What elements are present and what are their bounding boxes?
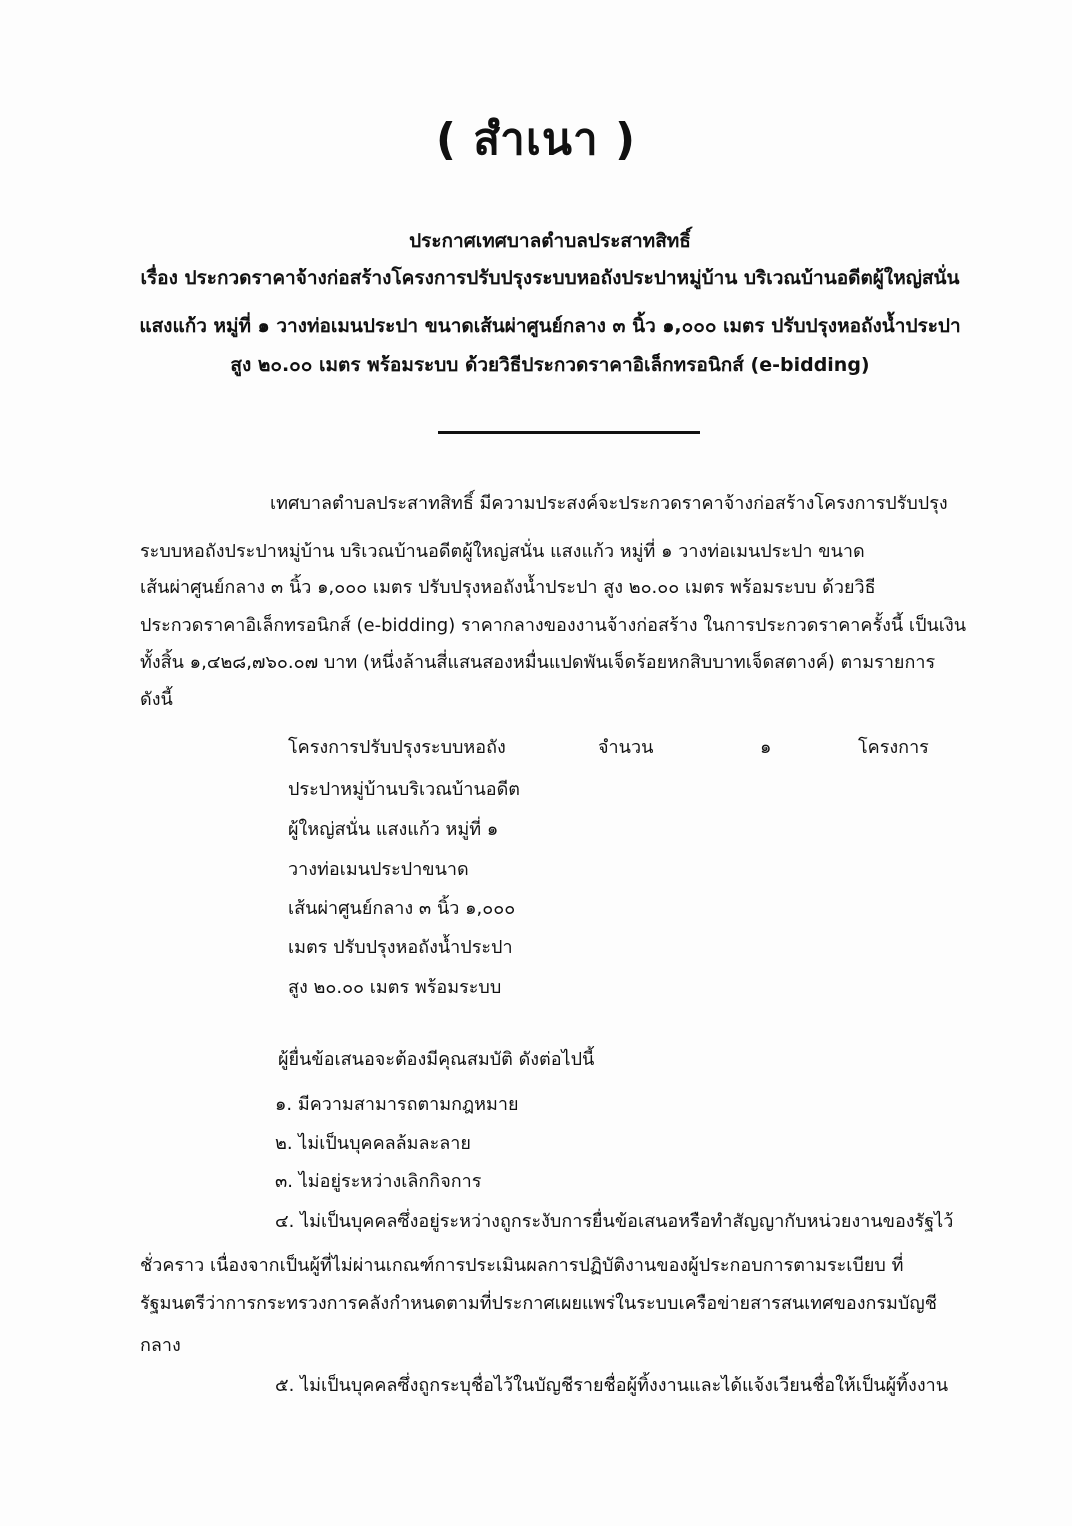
qualification-5-line: ๕. ไม่เป็นบุคคลซึ่งถูกระบุชื่อไว้ในบัญชีรายชื่อผู้ทิ้งงานและได้แจ้งเวียนชื่อให้เป็นผู้ทิ้งงาน <box>275 1375 949 1396</box>
copy-mark: ( สำเนา ) <box>435 114 637 165</box>
subject-line: แสงแก้ว หมู่ที่ ๑ วางท่อเมนประปา ขนาดเส้นผ่าศูนย์กลาง ๓ นิ้ว ๑,๐๐๐ เมตร ปรับปรุงหอถังน้ำประปา <box>139 315 961 337</box>
item-quantity-label: จำนวน <box>598 737 654 758</box>
item-name-line: สูง ๒๐.๐๐ เมตร พร้อมระบบ <box>288 977 502 998</box>
item-name-line: เมตร ปรับปรุงหอถังน้ำประปา <box>288 937 513 958</box>
qualification-4-line: ชั่วคราว เนื่องจากเป็นผู้ที่ไม่ผ่านเกณฑ์การประเมินผลการปฏิบัติงานของผู้ประกอบการตามระเบียบ ที่ <box>140 1255 904 1276</box>
qualification-4-line: ๔. ไม่เป็นบุคคลซึ่งอยู่ระหว่างถูกระงับการยื่นข้อเสนอหรือทำสัญญากับหน่วยงานของรัฐไว้ <box>275 1211 954 1232</box>
item-name-line: ผู้ใหญ่สนั่น แสงแก้ว หมู่ที่ ๑ <box>288 819 499 840</box>
item-name-line: เส้นผ่าศูนย์กลาง ๓ นิ้ว ๑,๐๐๐ <box>288 898 516 919</box>
qualification-item: ๒. ไม่เป็นบุคคลล้มละลาย <box>275 1133 471 1154</box>
subject-line: สูง ๒๐.๐๐ เมตร พร้อมระบบ ด้วยวิธีประกวดราคาอิเล็กทรอนิกส์ (e-bidding) <box>230 354 870 376</box>
qualification-item: ๑. มีความสามารถตามกฎหมาย <box>275 1094 519 1115</box>
item-unit: โครงการ <box>858 737 929 758</box>
intro-line: ระบบหอถังประปาหมู่บ้าน บริเวณบ้านอดีตผู้ใหญ่สนั่น แสงแก้ว หมู่ที่ ๑ วางท่อเมนประปา ขนาด <box>140 541 865 562</box>
intro-line: เส้นผ่าศูนย์กลาง ๓ นิ้ว ๑,๐๐๐ เมตร ปรับปรุงหอถังน้ำประปา สูง ๒๐.๐๐ เมตร พร้อมระบบ ด้วยวิธี <box>140 577 876 598</box>
item-name-line: วางท่อเมนประปาขนาด <box>288 859 469 880</box>
item-quantity: ๑ <box>760 737 772 758</box>
intro-line: ประกวดราคาอิเล็กทรอนิกส์ (e-bidding) ราคากลางของงานจ้างก่อสร้าง ในการประกวดราคาครั้งนี้ เป็นเงิน <box>140 615 967 636</box>
qualifications-heading: ผู้ยื่นข้อเสนอจะต้องมีคุณสมบัติ ดังต่อไปนี้ <box>278 1049 595 1070</box>
qualification-4-line: กลาง <box>140 1335 181 1356</box>
subject-line: เรื่อง ประกวดราคาจ้างก่อสร้างโครงการปรับปรุงระบบหอถังประปาหมู่บ้าน บริเวณบ้านอดีตผู้ใหญ่สนั่น <box>140 267 960 289</box>
intro-line: ดังนี้ <box>140 689 173 710</box>
item-name-line: ประปาหมู่บ้านบริเวณบ้านอดีต <box>288 779 520 800</box>
item-name-line: โครงการปรับปรุงระบบหอถัง <box>288 737 506 758</box>
qualification-4-line: รัฐมนตรีว่าการกระทรวงการคลังกำหนดตามที่ประกาศเผยแพร่ในระบบเครือข่ายสารสนเทศของกรมบัญชี <box>140 1293 937 1314</box>
divider-rule <box>438 431 700 434</box>
announcement-title: ประกาศเทศบาลตำบลประสาทสิทธิ์ <box>409 230 691 252</box>
intro-line: ทั้งสิ้น ๑,๔๒๘,๗๖๐.๐๗ บาท (หนึ่งล้านสี่แสนสองหมื่นแปดพันเจ็ดร้อยหกสิบบาทเจ็ดสตางค์) ตามรายการ <box>140 652 936 673</box>
intro-line: เทศบาลตำบลประสาทสิทธิ์ มีความประสงค์จะประกวดราคาจ้างก่อสร้างโครงการปรับปรุง <box>270 493 948 514</box>
qualification-item: ๓. ไม่อยู่ระหว่างเลิกกิจการ <box>275 1171 482 1192</box>
